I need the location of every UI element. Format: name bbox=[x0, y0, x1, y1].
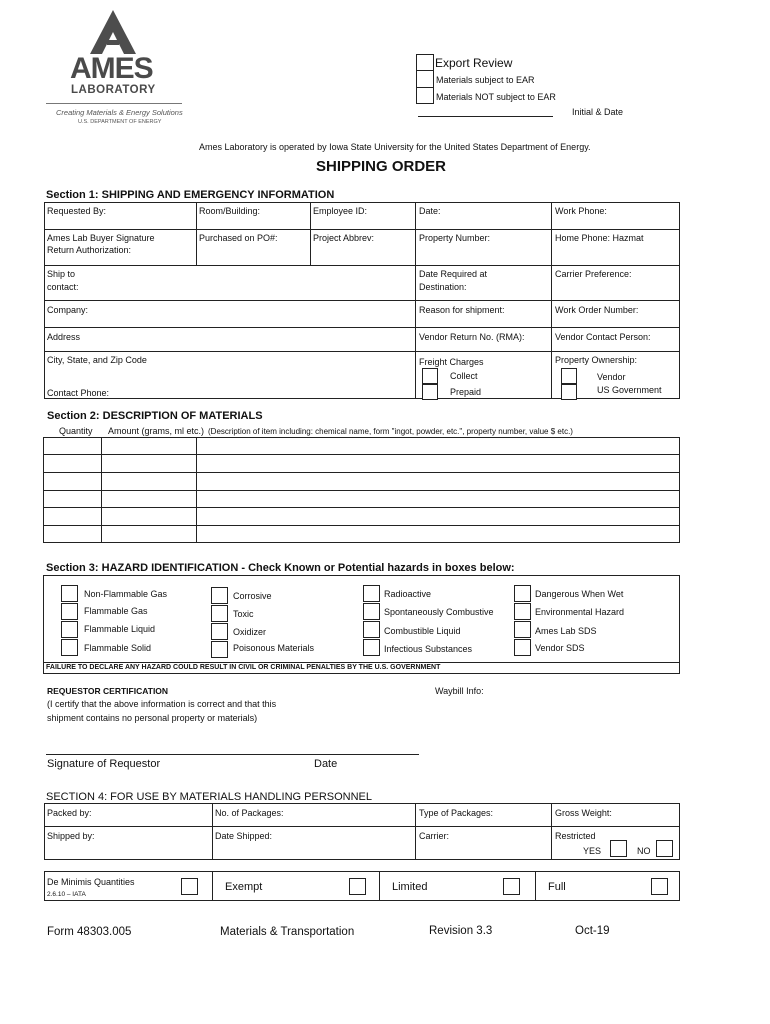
exempt-label: Exempt bbox=[225, 881, 263, 893]
s1-vline-d bbox=[551, 202, 552, 399]
vendor-sds-label: Vendor SDS bbox=[535, 643, 585, 653]
non-flammable-gas-label: Non-Flammable Gas bbox=[84, 589, 168, 599]
materials-row-4[interactable] bbox=[43, 507, 680, 508]
project-abbrev-field[interactable]: Project Abbrev: bbox=[313, 233, 375, 243]
materials-row-2[interactable] bbox=[43, 472, 680, 473]
non-flammable-gas-checkbox[interactable] bbox=[61, 585, 78, 602]
oxidizer-checkbox[interactable] bbox=[211, 623, 228, 640]
ear-not-subject-label: Materials NOT subject to EAR bbox=[436, 92, 556, 102]
ames-lab-logo bbox=[44, 8, 184, 128]
s1-hline-1 bbox=[44, 229, 680, 230]
section4-heading: SECTION 4: FOR USE BY MATERIALS HANDLING PERSONNEL bbox=[46, 791, 372, 803]
room-building-field[interactable]: Room/Building: bbox=[199, 206, 261, 216]
footer-revision: Revision 3.3 bbox=[429, 925, 493, 937]
destination-label: Destination: bbox=[419, 282, 467, 292]
limited-checkbox[interactable] bbox=[503, 878, 520, 895]
collect-label: Collect bbox=[450, 371, 478, 381]
s1-vline-b bbox=[310, 202, 311, 265]
materials-row-3[interactable] bbox=[43, 490, 680, 491]
dm-vline-1 bbox=[212, 871, 213, 901]
materials-row-1[interactable] bbox=[43, 454, 680, 455]
flammable-solid-label: Flammable Solid bbox=[84, 643, 152, 653]
logo-tagline: Creating Materials & Energy Solutions bbox=[56, 108, 183, 117]
footer-department: Materials & Transportation bbox=[220, 926, 355, 938]
section3-heading: Section 3: HAZARD IDENTIFICATION - Check Known or Potential hazards in boxes below: bbox=[46, 562, 515, 574]
flammable-solid-checkbox[interactable] bbox=[61, 639, 78, 656]
signature-date-label: Date bbox=[314, 758, 338, 770]
spontaneously-combustive-label: Spontaneously Combustive bbox=[384, 607, 494, 617]
corrosive-checkbox[interactable] bbox=[211, 587, 228, 604]
limited-label: Limited bbox=[392, 881, 428, 893]
s1-hline-5 bbox=[44, 351, 680, 352]
contact-phone-field[interactable]: Contact Phone: bbox=[47, 388, 110, 398]
flammable-gas-checkbox[interactable] bbox=[61, 603, 78, 620]
company-field[interactable]: Company: bbox=[47, 305, 89, 315]
export-review-divider bbox=[416, 70, 434, 71]
deminimis-checkbox[interactable] bbox=[181, 878, 198, 895]
logo-sub: LABORATORY bbox=[71, 84, 156, 96]
property-ownership-label: Property Ownership: bbox=[555, 355, 638, 365]
toxic-label: Toxic bbox=[233, 609, 254, 619]
deminimis-label: De Minimis Quantities bbox=[47, 877, 135, 887]
city-state-zip-field[interactable]: City, State, and Zip Code bbox=[47, 355, 147, 365]
vendor-return-field[interactable]: Vendor Return No. (RMA): bbox=[419, 332, 525, 342]
date-required-field[interactable]: Date Required at bbox=[419, 269, 488, 279]
ship-to-field[interactable]: Ship to bbox=[47, 269, 76, 279]
s1-vline-a bbox=[196, 202, 197, 265]
employee-id-field[interactable]: Employee ID: bbox=[313, 206, 368, 216]
us-government-checkbox[interactable] bbox=[561, 384, 577, 400]
s4-vline-1 bbox=[212, 803, 213, 860]
purchased-po-field[interactable]: Purchased on PO#: bbox=[199, 233, 278, 243]
export-review-divider-2 bbox=[416, 87, 434, 88]
carrier-preference-field[interactable]: Carrier Preference: bbox=[555, 269, 632, 279]
hazard-warning-text: FAILURE TO DECLARE ANY HAZARD COULD RESULT IN CIVIL OR CRIMINAL PENALTIES BY THE U.S. GOVERNMENT bbox=[46, 664, 441, 671]
logo-name: AMES bbox=[70, 52, 153, 85]
full-checkbox[interactable] bbox=[651, 878, 668, 895]
work-order-field[interactable]: Work Order Number: bbox=[555, 305, 639, 315]
ames-lab-sds-label: Ames Lab SDS bbox=[535, 626, 597, 636]
section2-heading: Section 2: DESCRIPTION OF MATERIALS bbox=[47, 410, 263, 422]
footer-form-number: Form 48303.005 bbox=[47, 926, 132, 938]
flammable-liquid-label: Flammable Liquid bbox=[84, 624, 156, 634]
certification-line1: (I certify that the above information is correct and that this bbox=[47, 699, 277, 709]
no-packages-field[interactable]: No. of Packages: bbox=[215, 808, 284, 818]
hazard-warning-divider bbox=[43, 662, 680, 663]
return-authorization-field[interactable]: Return Authorization: bbox=[47, 245, 132, 255]
export-review-title: Export Review bbox=[435, 56, 513, 70]
s1-hline-3 bbox=[44, 300, 680, 301]
buyer-signature-field[interactable]: Ames Lab Buyer Signature bbox=[47, 233, 155, 243]
dm-vline-3 bbox=[535, 871, 536, 901]
toxic-checkbox[interactable] bbox=[211, 605, 228, 622]
flammable-liquid-checkbox[interactable] bbox=[61, 621, 78, 638]
environmental-hazard-label: Environmental Hazard bbox=[535, 607, 625, 617]
oxidizer-label: Oxidizer bbox=[233, 627, 267, 637]
date-field[interactable]: Date: bbox=[419, 206, 441, 216]
signature-label: Signature of Requestor bbox=[47, 758, 161, 770]
col-description-label: (Description of item including: chemical name, form "ingot, powder, etc.", property number, value $ etc.) bbox=[208, 427, 573, 436]
s4-vline-2 bbox=[415, 803, 416, 860]
environmental-hazard-checkbox[interactable] bbox=[514, 603, 531, 620]
ear-subject-label: Materials subject to EAR bbox=[436, 75, 535, 85]
full-label: Full bbox=[548, 881, 566, 893]
prepaid-checkbox[interactable] bbox=[422, 384, 438, 400]
logo-divider bbox=[46, 103, 182, 104]
signature-line[interactable] bbox=[46, 754, 419, 755]
spontaneously-combustive-checkbox[interactable] bbox=[363, 603, 380, 620]
ames-lab-sds-checkbox[interactable] bbox=[514, 621, 531, 638]
home-phone-field[interactable]: Home Phone: Hazmat bbox=[555, 233, 644, 243]
restricted-yes-checkbox[interactable] bbox=[610, 840, 627, 857]
initial-date-line bbox=[418, 116, 553, 117]
s4-hline bbox=[44, 826, 680, 827]
vendor-sds-checkbox[interactable] bbox=[514, 639, 531, 656]
deminimis-ref: 2.6.10 – IATA bbox=[47, 891, 86, 898]
requested-by-field[interactable]: Requested By: bbox=[47, 206, 107, 216]
address-field[interactable]: Address bbox=[47, 332, 81, 342]
carrier-field[interactable]: Carrier: bbox=[419, 831, 450, 841]
flammable-gas-label: Flammable Gas bbox=[84, 606, 148, 616]
property-number-field[interactable]: Property Number: bbox=[419, 233, 491, 243]
corrosive-label: Corrosive bbox=[233, 591, 272, 601]
col-quantity-label: Quantity bbox=[59, 426, 93, 436]
date-shipped-field[interactable]: Date Shipped: bbox=[215, 831, 273, 841]
materials-row-5[interactable] bbox=[43, 525, 680, 526]
ship-to-contact-label: contact: bbox=[47, 282, 79, 292]
collect-checkbox[interactable] bbox=[422, 368, 438, 384]
exempt-checkbox[interactable] bbox=[349, 878, 366, 895]
dangerous-when-wet-label: Dangerous When Wet bbox=[535, 589, 624, 599]
combustible-liquid-checkbox[interactable] bbox=[363, 621, 380, 638]
poisonous-materials-label: Poisonous Materials bbox=[233, 643, 315, 653]
s1-hline-2 bbox=[44, 265, 680, 266]
us-government-label: US Government bbox=[597, 385, 662, 395]
dm-vline-2 bbox=[379, 871, 380, 901]
logo-dept: U.S. DEPARTMENT OF ENERGY bbox=[78, 119, 162, 125]
prepaid-label: Prepaid bbox=[450, 387, 482, 397]
certification-line2: shipment contains no personal property or materials) bbox=[47, 713, 258, 723]
gross-weight-field[interactable]: Gross Weight: bbox=[555, 808, 612, 818]
ames-a-mark-icon bbox=[90, 10, 136, 54]
export-review-checkbox-box[interactable] bbox=[416, 54, 434, 104]
section1-heading: Section 1: SHIPPING AND EMERGENCY INFORMATION bbox=[46, 189, 335, 201]
freight-charges-label: Freight Charges bbox=[419, 357, 484, 367]
s1-hline-4 bbox=[44, 327, 680, 328]
restricted-label: Restricted bbox=[555, 831, 596, 841]
footer-date: Oct-19 bbox=[575, 925, 610, 937]
vendor-checkbox[interactable] bbox=[561, 368, 577, 384]
waybill-info-label: Waybill Info: bbox=[435, 686, 484, 696]
radioactive-label: Radioactive bbox=[384, 589, 432, 599]
restricted-yes-label: YES bbox=[583, 846, 602, 856]
dangerous-when-wet-checkbox[interactable] bbox=[514, 585, 531, 602]
infectious-substances-label: Infectious Substances bbox=[384, 644, 473, 654]
work-phone-field[interactable]: Work Phone: bbox=[555, 206, 607, 216]
page-title: SHIPPING ORDER bbox=[316, 158, 447, 175]
infectious-substances-checkbox[interactable] bbox=[363, 639, 380, 656]
shipped-by-field[interactable]: Shipped by: bbox=[47, 831, 95, 841]
radioactive-checkbox[interactable] bbox=[363, 585, 380, 602]
reason-field[interactable]: Reason for shipment: bbox=[419, 305, 505, 315]
initial-date-label: Initial & Date bbox=[572, 107, 624, 117]
restricted-no-checkbox[interactable] bbox=[656, 840, 673, 857]
operated-by-text: Ames Laboratory is operated by Iowa State University for the United States Department of Energy. bbox=[199, 142, 591, 152]
col-amount-label: Amount (grams, ml etc.) bbox=[108, 426, 205, 436]
restricted-no-label: NO bbox=[637, 846, 651, 856]
vendor-label: Vendor bbox=[597, 372, 626, 382]
combustible-liquid-label: Combustible Liquid bbox=[384, 626, 461, 636]
vendor-contact-field[interactable]: Vendor Contact Person: bbox=[555, 332, 651, 342]
packed-by-field[interactable]: Packed by: bbox=[47, 808, 92, 818]
s1-vline-c bbox=[415, 202, 416, 399]
certification-heading: REQUESTOR CERTIFICATION bbox=[47, 686, 169, 696]
s4-vline-3 bbox=[551, 803, 552, 860]
poisonous-materials-checkbox[interactable] bbox=[211, 641, 228, 658]
type-packages-field[interactable]: Type of Packages: bbox=[419, 808, 494, 818]
